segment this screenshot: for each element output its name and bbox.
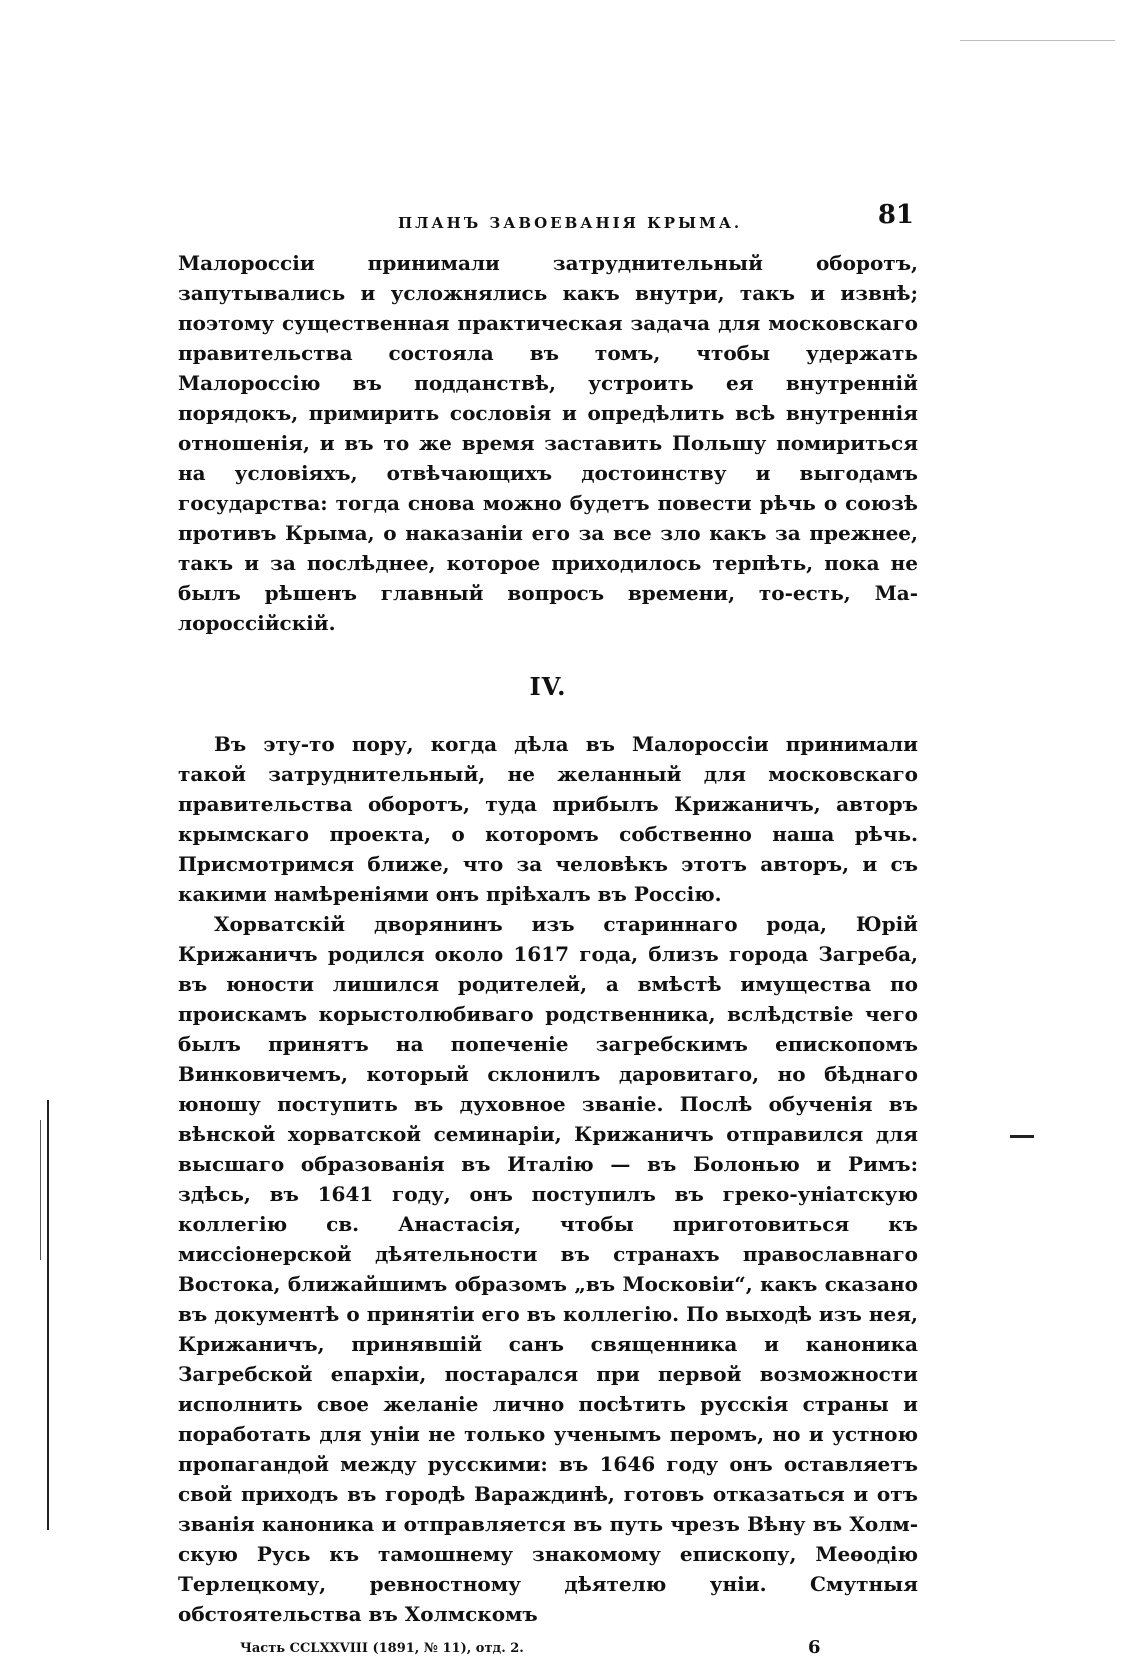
running-title: ПЛАНЪ ЗАВОЕВАНІЯ КРЫМА. bbox=[398, 214, 743, 232]
page-number: 81 bbox=[877, 200, 914, 230]
scan-artifact-left-edge bbox=[47, 1100, 49, 1530]
scan-artifact-top-rule bbox=[960, 40, 1115, 41]
running-head bbox=[178, 200, 918, 240]
book-page bbox=[178, 200, 918, 1661]
section-heading: IV. bbox=[529, 672, 567, 701]
journal-reference: Часть CCLXXVIII (1891, № 11), отд. 2. bbox=[240, 1641, 524, 1656]
scan-artifact-left-edge-faint bbox=[40, 1120, 41, 1260]
paragraph-continuation: Малороссіи принимали затруднительный оборотъ, запутывались и усложнялись какъ внутри, такъ и извнѣ; поэтому существенная практическая задача для московскаго правительства состояла въ томъ, чтобы удержать Малороссію въ подданствѣ, устроить ея внутренній порядокъ, примирить сословія и опредѣлить всѣ внутреннія отношенія, и въ то же время заставить Польшу помириться на условіяхъ, отвѣчающихъ достоинству и выгодамъ государства: тогда снова можно будетъ повести рѣчь о союзѣ противъ Крыма, о наказаніи его за все зло какъ за прежнее, такъ и за послѣднее, которое приходилось терпѣть, пока не былъ рѣшенъ главный вопросъ времени, то-есть, Малороссійскій. bbox=[178, 251, 918, 635]
signature-mark: 6 bbox=[808, 1637, 821, 1658]
paragraph-biography: Хорватскій дворянинъ изъ стариннаго рода, Юрій Крижаничъ родился около 1617 года, близъ города Загреба, въ юности лишился родителей, а вмѣстѣ имущества по проискамъ корыстолюбиваго родственника, вслѣдствіе чего былъ принятъ на попеченіе загребскимъ епископомъ Винковичемъ, который склонилъ даровитаго, но бѣднаго юношу поступить въ духовное званіе. Послѣ обученія въ вѣнской хорватской семинаріи, Крижаничъ отправился для высшаго образованія въ Италію — въ Болонью и Римъ: здѣсь, въ 1641 году, онъ поступилъ въ греко-уніатскую коллегію св. Анастасія, чтобы приготовиться къ миссіонерской дѣятельности въ странахъ православнаго Востока, ближайшимъ образомъ „въ Московіи“, какъ сказано въ документѣ о принятіи его въ коллегію. По выходѣ изъ нея, Крижаничъ, принявшій санъ священника и каноника Загребской епархіи, постарался при первой возможности исполнить свое желаніе лично посѣтить русскія страны и поработать для уніи не только ученымъ перомъ, но и устною пропагандой между русскими: въ 1646 году онъ оставляетъ свой приходъ въ городѣ Вараждинѣ, готовъ отказаться и отъ званія каноника и отправляется въ путь чрезъ Вѣну въ Холмскую Русь къ тамошнему знакомому епископу, Меѳодію Терлецкому, ревностному дѣятелю уніи. Смутныя обстоятельства въ Холмскомъ bbox=[178, 912, 918, 1626]
paragraph-arrival: Въ эту-то пору, когда дѣла въ Малороссіи принимали такой затруднительный, не желанный для московскаго правительства оборотъ, туда прибылъ Крижаничъ, авторъ крымскаго проекта, о которомъ собственно наша рѣчь. Присмотримся ближе, что за человѣкъ этотъ авторъ, и съ какими намѣреніями онъ пріѣхалъ въ Россію. bbox=[178, 732, 918, 906]
page-footer bbox=[178, 1637, 918, 1661]
scan-artifact-right-dash bbox=[1010, 1135, 1034, 1138]
